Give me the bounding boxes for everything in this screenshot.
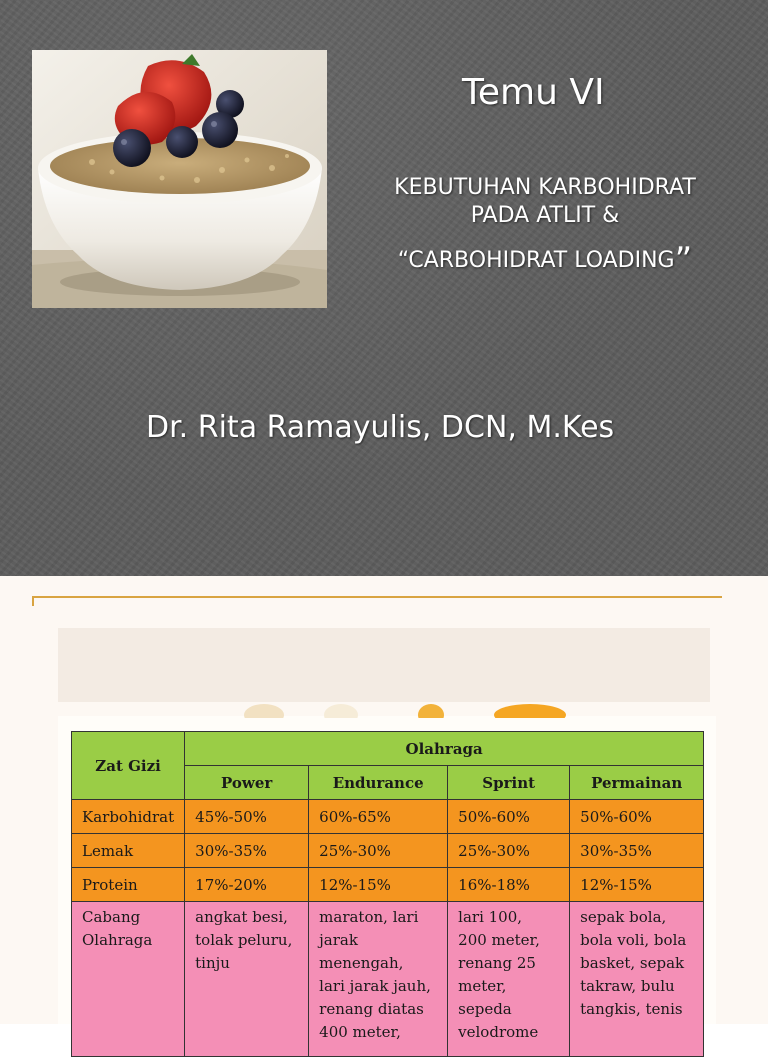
cell-line: tangkis, tenis — [580, 1000, 683, 1018]
nutrition-table — [71, 731, 704, 1057]
cell-line: meter, sepeda — [458, 977, 512, 1018]
cell-line: tinju — [195, 954, 230, 972]
header-olahraga: Olahraga — [185, 732, 704, 766]
cell-line: lari 100, — [458, 908, 523, 926]
table-cell: 25%-30% — [448, 834, 570, 868]
cell-line: renang 25 — [458, 954, 536, 972]
title-banner — [58, 628, 710, 702]
cell-line: 200 meter, — [458, 931, 540, 949]
table-row — [72, 868, 704, 902]
column-header-permainan: Permainan — [570, 766, 704, 800]
top-rule-line — [32, 596, 722, 598]
sports-endurance-cell — [309, 902, 448, 1057]
cell-line: maraton, lari — [319, 908, 419, 926]
row-label-karbohidrat: Karbohidrat — [72, 800, 185, 834]
column-header-endurance: Endurance — [309, 766, 448, 800]
table-row-cabang-olahraga — [72, 902, 704, 1057]
cell-line: bola voli, bola — [580, 931, 687, 949]
cell-line: jarak menengah, — [319, 931, 404, 972]
table-cell: 12%-15% — [570, 868, 704, 902]
cell-line: velodrome — [458, 1023, 539, 1041]
table-row — [72, 834, 704, 868]
table-row — [72, 800, 704, 834]
cell-line: angkat besi, — [195, 908, 288, 926]
row-label-cabang-olahraga — [72, 902, 185, 1057]
slide-subtitle — [340, 174, 750, 280]
table-cell: 30%-35% — [570, 834, 704, 868]
table-cell: 30%-35% — [185, 834, 309, 868]
table-cell: 50%-60% — [570, 800, 704, 834]
sports-permainan-cell — [570, 902, 704, 1057]
table-cell: 17%-20% — [185, 868, 309, 902]
cell-line: basket, sepak — [580, 954, 685, 972]
subtitle-close-quote: ” — [674, 240, 693, 280]
top-rule-tick — [32, 596, 34, 606]
subtitle-line-3: “CARBOHIDRAT LOADING — [397, 248, 675, 273]
sports-sprint-cell — [448, 902, 570, 1057]
cell-line: lari jarak jauh, — [319, 977, 431, 995]
slide-title: Temu VI — [462, 72, 605, 113]
table-cell: 45%-50% — [185, 800, 309, 834]
table-cell: 25%-30% — [309, 834, 448, 868]
column-header-power: Power — [185, 766, 309, 800]
row-label-lemak: Lemak — [72, 834, 185, 868]
table-cell: 16%-18% — [448, 868, 570, 902]
table-cell: 50%-60% — [448, 800, 570, 834]
fruit-decoration — [232, 704, 572, 718]
nutrition-table-slide — [0, 576, 768, 1041]
column-header-sprint: Sprint — [448, 766, 570, 800]
table-cell: 60%-65% — [309, 800, 448, 834]
cell-line: renang diatas — [319, 1000, 424, 1018]
header-zat-gizi: Zat Gizi — [72, 732, 185, 800]
table-cell: 12%-15% — [309, 868, 448, 902]
cell-line: takraw, bulu — [580, 977, 675, 995]
cell-line: 400 meter, — [319, 1023, 401, 1041]
label-line: Cabang — [82, 908, 141, 926]
author-name: Dr. Rita Ramayulis, DCN, M.Kes — [146, 410, 615, 445]
cell-line: sepak bola, — [580, 908, 667, 926]
sports-power-cell — [185, 902, 309, 1057]
oatmeal-bowl-photo — [32, 50, 327, 308]
subtitle-line-1: KEBUTUHAN KARBOHIDRAT — [394, 175, 696, 200]
label-line: Olahraga — [82, 931, 153, 949]
row-label-protein: Protein — [72, 868, 185, 902]
cell-line: tolak peluru, — [195, 931, 293, 949]
subtitle-line-2: PADA ATLIT & — [470, 203, 620, 228]
